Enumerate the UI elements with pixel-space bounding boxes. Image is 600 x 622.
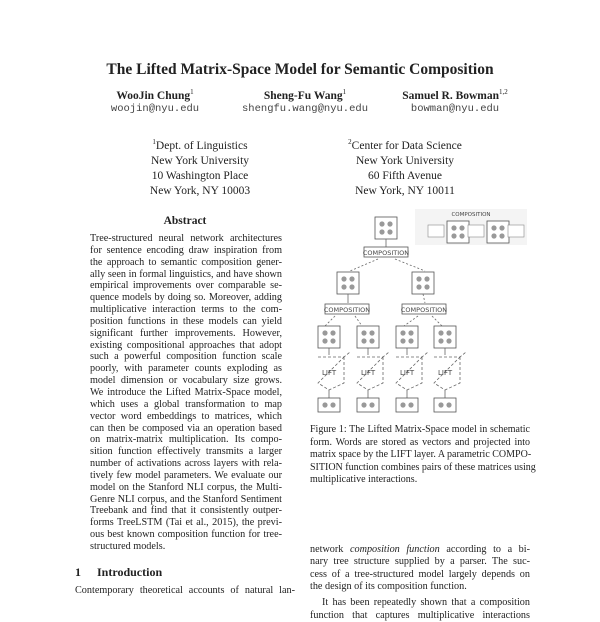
abstract-line: Tree-structured neural network architectures [90,233,282,244]
text-line: the design of its composition function. [310,581,467,593]
figure-caption [310,424,536,487]
figure-1-diagram [300,205,550,415]
author-email: shengfu.wang@nyu.edu [241,103,369,115]
matrix-cell [446,402,451,407]
matrix-cell [459,233,464,238]
aff-sup: 2 [348,138,352,146]
abstract-line: multiplicative interaction terms to the com- [90,304,282,316]
matrix-box [318,398,340,412]
matrix-cell [438,402,443,407]
abstract-line: forms TreeLSTM (Tai et al., 2015), the previ- [90,517,282,529]
matrix-cell [438,330,443,335]
abstract-line: empirical improvements over comparable se- [90,280,282,292]
abstract-line: vector word embeddings to matrices, which [90,410,282,422]
abstract-line: which uses a global transformation to map [90,398,282,410]
text-line: Contemporary theoretical accounts of natural lan- [75,585,295,596]
matrix-box [412,272,434,294]
italic-term: composition function [349,544,440,555]
arrow [423,294,425,303]
matrix-cell [400,402,405,407]
matrix-box [375,217,397,239]
text-line: It has been repeatedly shown that a composition [322,597,530,609]
right-body-text [310,544,530,622]
abstract-line: model dimension or vocabulary size grows. [90,375,282,387]
arrow [404,316,418,326]
matrix-cell [408,330,413,335]
affiliation-2 [330,135,480,199]
arrow [355,316,362,326]
matrix-cell [499,225,504,230]
matrix-cell [369,338,374,343]
matrix-box [434,398,456,412]
inset-box [428,225,444,237]
matrix-cell [349,276,354,281]
matrix-cell [446,330,451,335]
matrix-cell [387,229,392,234]
matrix-cell [361,402,366,407]
matrix-cell [341,284,346,289]
matrix-cell [330,402,335,407]
matrix-cell [451,233,456,238]
author-sup: 1 [190,88,194,96]
aff-sup: 1 [152,138,156,146]
composition-label: COMPOSITION [362,249,410,257]
matrix-cell [379,221,384,226]
arrow [350,259,378,271]
aff-line: Dept. of Linguistics [155,139,248,152]
abstract-line: ally seen in formal linguistics, and have shown [90,268,282,280]
text-line [310,544,530,556]
caption-line: matrix space by the LIFT layer. A parametric COMPO- [310,449,532,460]
author-email: woojin@nyu.edu [110,103,200,115]
aff-line: 10 Washington Place [151,169,249,182]
matrix-box [396,398,418,412]
abstract-line: the approach to semantic composition gener- [90,256,282,268]
matrix-cell [491,225,496,230]
abstract-heading: Abstract [163,215,207,227]
matrix-box [434,326,456,348]
inset-box [508,225,524,237]
matrix-cell [446,338,451,343]
matrix-cell [322,338,327,343]
caption-line: Figure 1: The Lifted Matrix-Space model in schematic [310,424,530,435]
composition-label: COMPOSITION [400,306,448,314]
matrix-cell [379,229,384,234]
aff-line: 60 Fifth Avenue [368,169,442,182]
text-line: function that captures multiplicative interactions [310,609,530,621]
author-name: WooJin Chung [116,89,191,102]
matrix-cell [349,284,354,289]
matrix-cell [330,330,335,335]
matrix-cell [387,221,392,226]
lift-label: LIFT [322,369,337,377]
author-2 [225,88,385,102]
matrix-cell [361,330,366,335]
abstract-line: position functions in these models can yield [90,315,282,327]
abstract-line: ous best known composition function for tree- [90,529,282,541]
section-title: Introduction [97,565,163,579]
lift-label: LIFT [438,369,453,377]
matrix-cell [438,338,443,343]
abstract-line: We introduce the Lifted Matrix-Space model, [90,386,282,398]
arrow [325,316,335,326]
matrix-cell [361,338,366,343]
abstract-line: for sentence encoding draw inspiration from [90,244,282,256]
text-line: nary tree structure supplied by a parser. The suc- [310,556,530,568]
author-sup: 1 [342,88,347,96]
abstract-line: can then be composed via an operation based [90,422,282,434]
lift-label: LIFT [400,369,415,377]
intro-text [75,585,295,597]
matrix-cell [330,338,335,343]
matrix-cell [369,330,374,335]
abstract-line: such a powerful composition function scale [90,351,282,363]
matrix-box [337,272,359,294]
affiliation-1 [130,135,270,199]
matrix-cell [459,225,464,230]
matrix-box [318,326,340,348]
matrix-cell [424,276,429,281]
author-email: bowman@nyu.edu [410,103,500,115]
aff-line: New York University [150,154,250,167]
abstract-line: quence models by doing so. Moreover, adding [90,292,282,304]
inset-box [468,225,484,237]
matrix-box [396,326,418,348]
matrix-cell [499,233,504,238]
arrow [395,259,425,271]
matrix-cell [400,338,405,343]
aff-line: New York University [355,154,455,167]
text-span: network [310,544,350,555]
matrix-box [357,326,379,348]
abstract-line: Treebank and find that it consistently outper- [90,505,282,517]
abstract-line: on matrix-matrix multiplication. Its compo- [90,434,282,446]
aff-line: New York, NY 10003 [149,184,251,197]
abstract-line: existing compositional approaches that adopt [90,339,282,351]
matrix-cell [322,402,327,407]
aff-line: Center for Data Science [351,139,462,152]
matrix-cell [408,402,413,407]
author-name: Samuel R. Bowman [402,89,500,102]
aff-line: New York, NY 10011 [355,184,455,197]
abstract-line: poorly, with parameter counts exploding as [90,363,282,375]
matrix-box [487,221,509,243]
author-1 [90,88,220,102]
section-heading [75,565,178,580]
abstract-text [90,233,282,553]
arrow [432,316,442,326]
caption-line: SITION function combines pairs of these matrices using [310,461,536,473]
section-number: 1 [75,565,81,579]
abstract-line: sition function effectively transmits a larger [90,446,282,458]
matrix-cell [424,284,429,289]
abstract-line: structured models. [90,540,166,552]
matrix-cell [322,330,327,335]
matrix-cell [491,233,496,238]
lift-label: LIFT [361,369,376,377]
matrix-cell [416,284,421,289]
author-name: Sheng-Fu Wang [263,89,343,102]
paper-title: The Lifted Matrix-Space Model for Semantic Composition [106,61,494,78]
composition-label: COMPOSITION [323,306,371,314]
abstract-line: tively few model parameters. We evaluate our [90,469,282,481]
matrix-cell [416,276,421,281]
inset-title: COMPOSITION [451,212,491,218]
matrix-cell [400,330,405,335]
matrix-cell [451,225,456,230]
author-sup: 1,2 [499,88,508,96]
abstract-line: Genre NLI corpus, and the Stanford Sentiment [90,493,282,505]
text-span: according to a bi- [439,544,530,555]
caption-line: form. Words are stored as vectors and projected into [310,436,530,448]
text-line: cess of a tree-structured model largely depends on [310,568,530,580]
caption-line: multiplicative interactions. [310,474,418,485]
matrix-cell [341,276,346,281]
matrix-box [447,221,469,243]
matrix-cell [408,338,413,343]
matrix-box [357,398,379,412]
abstract-line: significant further improvements. However, [90,327,282,339]
abstract-line: number of activations across layers with rela- [90,458,282,470]
abstract-line: model on the Stanford NLI corpus, the Multi- [90,481,282,493]
matrix-cell [369,402,374,407]
author-3 [385,88,525,102]
